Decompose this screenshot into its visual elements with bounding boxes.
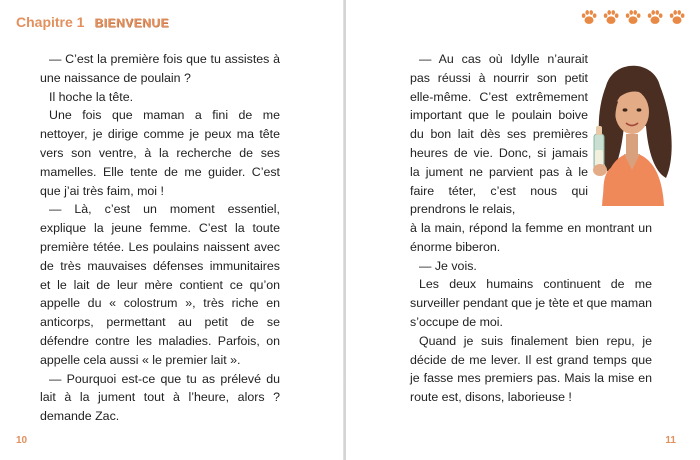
paragraph: — Pourquoi est-ce que tu as prélevé du lait à la jument tout à l’heure, alors ? demande Zac. (40, 371, 280, 424)
paw-print-icon (668, 8, 686, 26)
paragraph: Il hoche la tête. (49, 89, 134, 104)
right-page-text-wrapped (410, 50, 588, 219)
chapter-label: Chapitre 1 (16, 14, 85, 30)
page-number-right: 11 (665, 435, 676, 446)
woman-with-bottle-illustration (584, 46, 680, 206)
page-number-left: 10 (16, 435, 28, 446)
right-page (346, 0, 700, 460)
left-page (0, 0, 344, 460)
right-page-text (410, 219, 652, 407)
paw-prints-decoration (580, 8, 686, 26)
paw-print-icon (646, 8, 664, 26)
paragraph: Quand je suis finalement bien repu, je décide de me lever. Il est grand temps que je fasse mes premiers pas. Mais la mise en route est, disons, laborieuse ! (410, 333, 652, 405)
paragraph: — Je vois. (419, 258, 477, 273)
paragraph: Une fois que maman a fini de me nettoyer, je dirige comme je peux ma tête vers son ventre, à la recherche de ses mamelles. Elle tente de me guider. C’est que j’ai très faim, moi ! (40, 108, 280, 198)
paragraph: — C’est la première fois que tu assistes à une naissance de poulain ? (40, 52, 280, 85)
chapter-title: BIENVENUE (94, 16, 169, 30)
paragraph: — Là, c’est un moment essentiel, explique la jeune femme. C’est la toute première tétée. Les poulains naissent avec de très mauvaises défenses immunitaires et le lait de leur mère contient ce qu’on appelle du « colostrum », très riche en anticorps, permettant au petit de se défendre contre les maladies. Parfois, on appelle cela aussi « le premier lait ». (40, 202, 280, 367)
paragraph: — Au cas où Idylle n’aurait pas réussi à nourrir son petit elle-même. C’est extrêmement important que le poulain boive du bon lait dès ses premières heures de vie. Donc, si jamais la jument ne parvient pas à le faire téter, c’est nous qui prendrons le relais, (410, 52, 588, 217)
chapter-header (16, 14, 169, 30)
left-page-text (40, 50, 280, 426)
paw-print-icon (624, 8, 642, 26)
paw-print-icon (580, 8, 598, 26)
paw-print-icon (602, 8, 620, 26)
paragraph-continued: à la main, répond la femme en montrant un énorme biberon. (410, 221, 652, 254)
paragraph: Les deux humains continuent de me surveiller pendant que je tète et que maman s’occupe de moi. (410, 277, 652, 329)
